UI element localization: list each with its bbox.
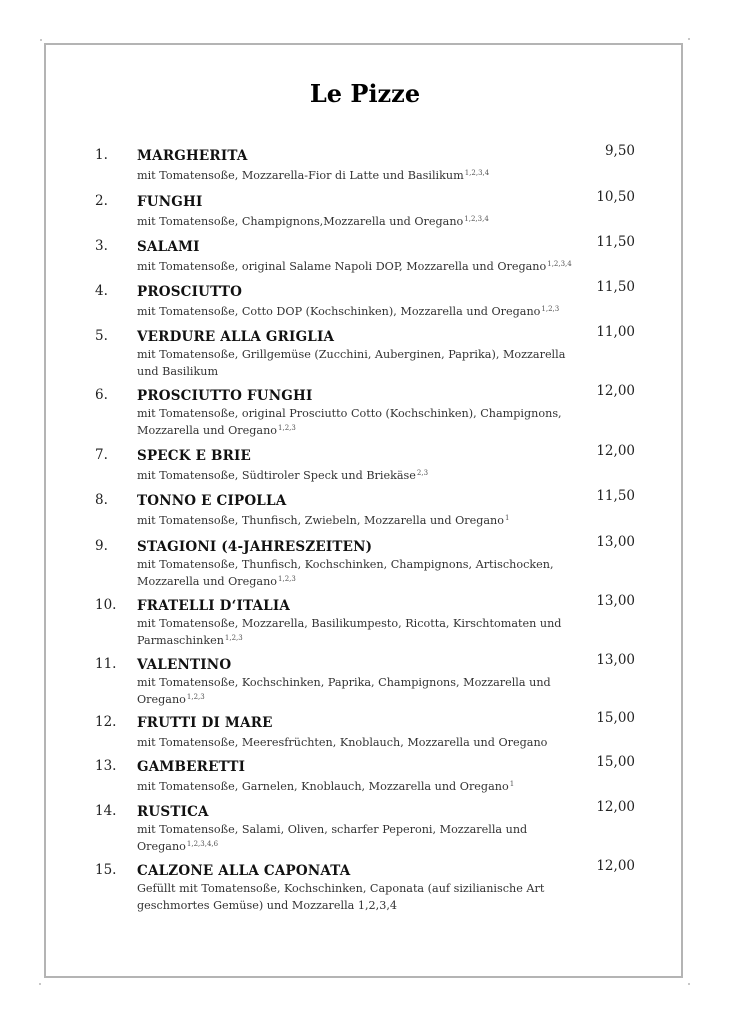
- item-ingredients: mit Tomatensoße, Meeresfrüchten, Knoblauch, Mozzarella und Oregano: [137, 736, 548, 749]
- item-name: MARGHERITA: [137, 148, 248, 164]
- item-allergens: 2,3: [416, 469, 429, 477]
- item-price: 12,00: [596, 799, 635, 815]
- item-description: [137, 347, 577, 379]
- item-ingredients: mit Tomatensoße, Garnelen, Knoblauch, Mozzarella und Oregano: [137, 780, 509, 793]
- item-ingredients: mit Tomatensoße, Kochschinken, Paprika, Champignons, Mozzarella und Oregano: [137, 676, 551, 706]
- item-price: 10,50: [596, 189, 635, 205]
- crop-mark-bottom-left: [39, 983, 41, 985]
- item-price: 13,00: [596, 593, 635, 609]
- item-ingredients: mit Tomatensoße, Thunfisch, Kochschinken, Champignons, Artischocken, Mozzarella und Oregano: [137, 558, 554, 588]
- item-name: VALENTINO: [137, 657, 232, 673]
- item-allergens: 1,2,3,4: [464, 215, 489, 223]
- item-description: [137, 733, 577, 750]
- item-number: 2.: [95, 193, 108, 209]
- item-number: 11.: [95, 656, 117, 672]
- item-description: [137, 257, 577, 274]
- item-price: 12,00: [596, 858, 635, 874]
- item-name: SPECK E BRIE: [137, 448, 251, 464]
- item-allergens: 1,2,3: [186, 693, 205, 701]
- item-number: 3.: [95, 238, 108, 254]
- item-number: 7.: [95, 447, 108, 463]
- item-price: 11,50: [596, 488, 635, 504]
- item-allergens: 1,2,3,4: [464, 169, 490, 177]
- item-name: VERDURE ALLA GRIGLIA: [137, 329, 335, 345]
- item-price: 11,50: [596, 234, 635, 250]
- item-description: [137, 616, 577, 648]
- item-number: 8.: [95, 492, 108, 508]
- menu-title: Le Pizze: [309, 79, 421, 108]
- item-number: 4.: [95, 283, 108, 299]
- item-allergens: 1,2,3: [541, 305, 560, 313]
- item-ingredients: mit Tomatensoße, Mozzarella, Basilikumpesto, Ricotta, Kirschtomaten und Parmaschinken: [137, 617, 562, 647]
- item-description: [137, 557, 577, 589]
- item-number: 13.: [95, 758, 117, 774]
- item-description: [137, 466, 577, 483]
- item-ingredients: mit Tomatensoße, Salami, Oliven, scharfer Peperoni, Mozzarella und Oregano: [137, 823, 528, 853]
- item-ingredients: mit Tomatensoße, Grillgemüse (Zucchini, Auberginen, Paprika), Mozzarella und Basilikum: [137, 348, 566, 378]
- item-name: TONNO E CIPOLLA: [137, 493, 287, 509]
- item-description: [137, 881, 577, 913]
- item-price: 12,00: [596, 443, 635, 459]
- item-name: PROSCIUTTO: [137, 284, 243, 300]
- item-allergens: 1,2,3,4,6: [186, 840, 219, 848]
- item-allergens: 1,2,3: [278, 575, 296, 583]
- item-price: 9,50: [604, 143, 635, 159]
- item-price: 13,00: [596, 534, 635, 550]
- item-ingredients: mit Tomatensoße, Mozzarella-Fior di Latte und Basilikum: [137, 169, 464, 182]
- item-allergens: 1,2,3,4: [547, 260, 572, 268]
- crop-mark-top-right: [688, 38, 690, 40]
- item-number: 9.: [95, 538, 108, 554]
- item-number: 14.: [95, 803, 117, 819]
- item-price: 11,50: [596, 279, 635, 295]
- item-name: CALZONE ALLA CAPONATA: [137, 863, 351, 879]
- item-name: SALAMI: [137, 239, 200, 255]
- item-name: GAMBERETTI: [137, 759, 246, 775]
- item-allergens: 1,2,3: [224, 634, 243, 642]
- item-ingredients: mit Tomatensoße, Südtiroler Speck und Briekäse: [137, 469, 416, 482]
- item-ingredients: Gefüllt mit Tomatensoße, Kochschinken, Caponata (auf sizilianische Art geschmortes Gemüse) und Mozzarella 1,2,3,4: [137, 882, 545, 912]
- item-description: [137, 822, 577, 854]
- item-name: RUSTICA: [137, 804, 209, 820]
- item-name: PROSCIUTTO FUNGHI: [137, 388, 313, 404]
- item-number: 15.: [95, 862, 117, 878]
- crop-mark-top-left: [40, 39, 42, 41]
- item-ingredients: mit Tomatensoße, Champignons,Mozzarella und Oregano: [137, 215, 464, 228]
- item-price: 15,00: [596, 710, 635, 726]
- item-allergens: 1,2,3: [278, 424, 296, 432]
- item-price: 15,00: [596, 754, 635, 770]
- item-name: FUNGHI: [137, 194, 203, 210]
- item-ingredients: mit Tomatensoße, original Prosciutto Cotto (Kochschinken), Champignons, Mozzarella und Oregano: [137, 407, 562, 437]
- item-price: 13,00: [596, 652, 635, 668]
- item-description: [137, 406, 577, 438]
- item-description: [137, 212, 577, 229]
- crop-mark-bottom-right: [688, 983, 690, 985]
- item-description: [137, 675, 577, 707]
- item-allergens: 1: [509, 780, 515, 788]
- item-ingredients: mit Tomatensoße, original Salame Napoli DOP, Mozzarella und Oregano: [137, 260, 547, 273]
- item-description: [137, 511, 577, 528]
- item-number: 6.: [95, 387, 108, 403]
- item-description: [137, 302, 577, 319]
- item-number: 5.: [95, 328, 108, 344]
- item-allergens: 1: [504, 514, 510, 522]
- item-ingredients: mit Tomatensoße, Thunfisch, Zwiebeln, Mozzarella und Oregano: [137, 514, 504, 527]
- item-number: 10.: [95, 597, 117, 613]
- item-name: STAGIONI (4-JAHRESZEITEN): [137, 539, 373, 555]
- item-price: 11,00: [596, 324, 635, 340]
- item-number: 1.: [95, 147, 108, 163]
- item-description: [137, 166, 577, 183]
- item-name: FRUTTI DI MARE: [137, 715, 273, 731]
- item-description: [137, 777, 577, 794]
- item-number: 12.: [95, 714, 117, 730]
- item-name: FRATELLI D‘ITALIA: [137, 598, 291, 614]
- item-price: 12,00: [596, 383, 635, 399]
- item-ingredients: mit Tomatensoße, Cotto DOP (Kochschinken), Mozzarella und Oregano: [137, 305, 541, 318]
